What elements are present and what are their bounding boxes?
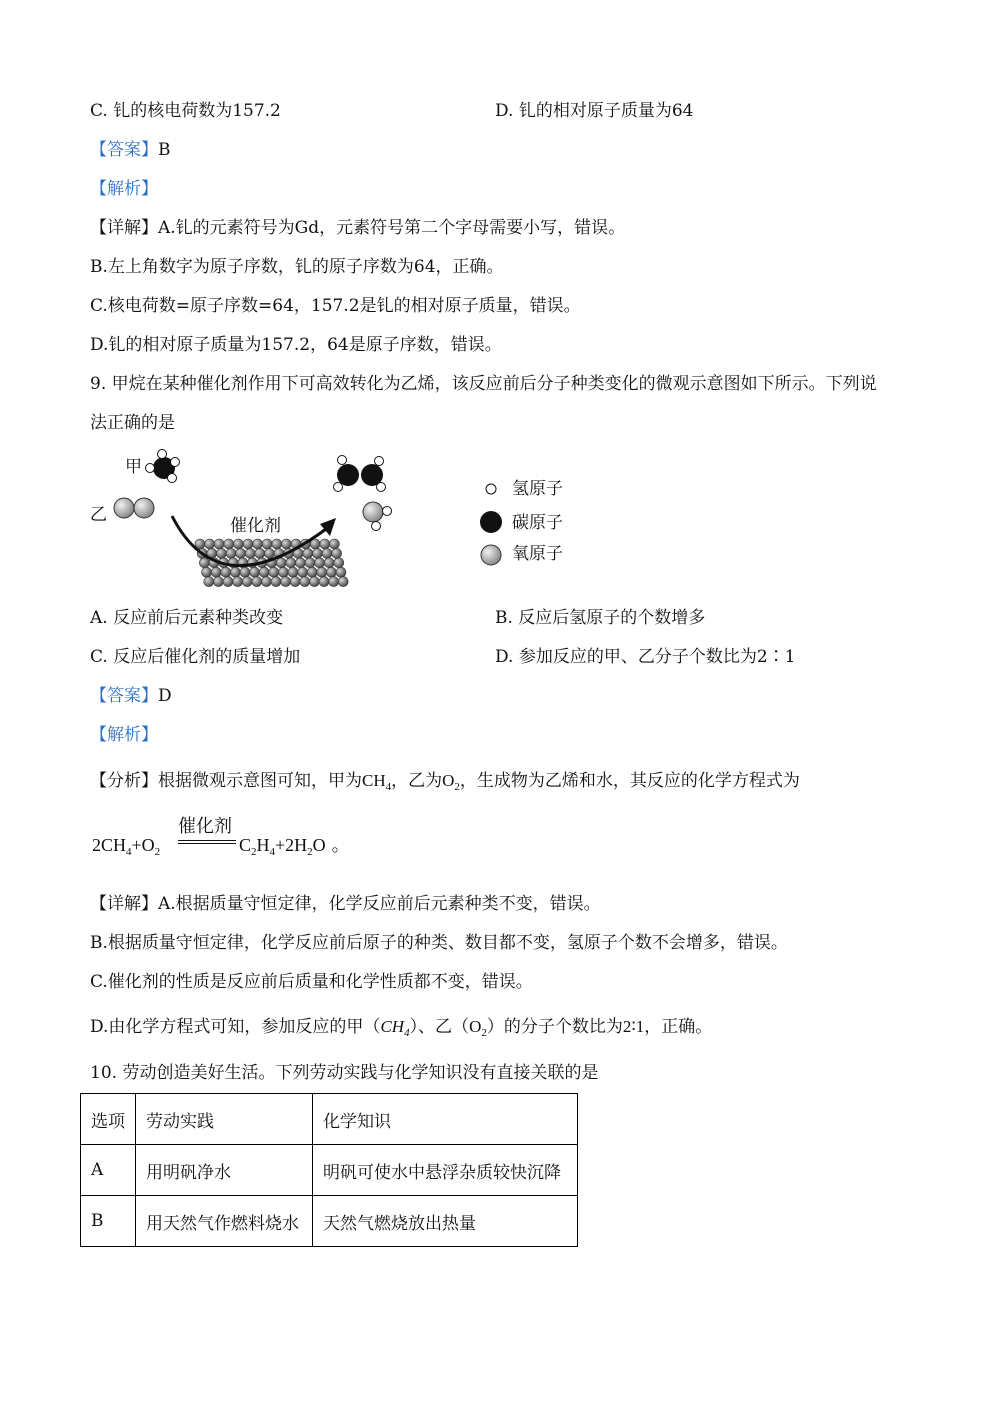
catalyst-particle — [213, 577, 223, 587]
eq-end: 。 — [331, 835, 350, 855]
legend-hydrogen: 氢原子 — [512, 479, 563, 499]
eq-rhs-2-sub: 4 — [269, 846, 276, 858]
formula-ch4 — [362, 771, 392, 793]
catalyst-particle — [233, 577, 243, 587]
catalyst-particle — [324, 558, 334, 568]
catalyst-particle — [262, 539, 272, 549]
catalyst-particle — [309, 577, 319, 587]
catalyst-particle — [259, 567, 269, 577]
q8-detail-3: C.核电荷数=原子序数=64，157.2是钆的相对原子质量，错误。 — [90, 296, 581, 316]
catalyst-particle — [320, 539, 330, 549]
q9-option-b: B. 反应后氢原子的个数增多 — [495, 608, 706, 628]
catalyst-particle — [312, 548, 322, 558]
catalyst-particle — [329, 539, 339, 549]
q9-stem-line-1: 9. 甲烷在某种催化剂作用下可高效转化为乙烯，该反应前后分子种类变化的微观示意图如下所示。下列说 — [90, 374, 877, 394]
answer-value: B — [158, 140, 171, 160]
catalyst-particle — [288, 567, 298, 577]
formula-o2 — [442, 771, 460, 793]
formula-o: O — [442, 771, 455, 790]
legend-carbon: 碳原子 — [512, 513, 563, 533]
row-a-practice: 用明矾净水 — [136, 1145, 313, 1196]
row-a-option: A — [81, 1145, 136, 1196]
catalyst-particle — [253, 539, 263, 549]
catalyst-particle — [334, 558, 344, 568]
header-option: 选项 — [81, 1094, 136, 1145]
hydrogen-legend-icon — [486, 484, 496, 494]
eq-rhs-1-sub: 2 — [251, 846, 257, 858]
q9-detail-3: C.催化剂的性质是反应前后质量和化学性质都不变，错误。 — [90, 972, 533, 992]
catalyst-particle — [286, 558, 296, 568]
label-yi: 乙 — [90, 505, 107, 525]
catalyst-particle — [245, 548, 255, 558]
answer-tag: 【答案】 — [90, 686, 158, 706]
q9-option-c: C. 反应后催化剂的质量增加 — [90, 647, 301, 667]
header-knowledge: 化学知识 — [313, 1094, 578, 1145]
catalyst-particle — [298, 567, 308, 577]
eq-lhs-1-sub: 4 — [126, 846, 132, 858]
row-b-knowledge: 天然气燃烧放出热量 — [313, 1196, 578, 1247]
catalyst-particle — [250, 567, 260, 577]
q8-detail-1 — [90, 217, 625, 239]
detail-text: A.钆的元素符号为Gd，元素符号第二个字母需要小写，错误。 — [158, 218, 626, 238]
fenxi-text-b: ，乙为 — [391, 771, 443, 791]
catalyst-particle — [281, 539, 291, 549]
q9-detail-2: B.根据质量守恒定律，化学反应前后原子的种类、数目都不变，氢原子个数不会增多，错误。 — [90, 933, 788, 953]
legend-oxygen: 氧原子 — [512, 544, 563, 564]
catalyst-particle — [317, 567, 327, 577]
eq-rhs-4: O — [312, 835, 326, 855]
carbon-legend-icon — [480, 511, 502, 533]
catalyst-particle — [278, 567, 288, 577]
legend — [480, 479, 563, 565]
row-b-option: B — [81, 1196, 136, 1247]
formula-sub-4: 4 — [385, 781, 392, 793]
fenxi-tag: 【分析】 — [90, 771, 158, 791]
catalyst-particle — [243, 539, 253, 549]
catalyst-particle — [290, 577, 300, 587]
catalyst-particle — [322, 548, 332, 558]
table-header-row — [81, 1094, 578, 1145]
catalyst-particle — [252, 577, 262, 587]
catalyst-particle — [224, 539, 234, 549]
ethylene-molecule — [334, 456, 386, 492]
catalyst-particle — [240, 567, 250, 577]
label-jia: 甲 — [125, 457, 142, 477]
eq-rhs-1: C — [239, 835, 252, 855]
detail4-ratio: 2∶1 — [622, 1017, 645, 1036]
catalyst-particle — [199, 558, 209, 568]
methane-molecule — [146, 450, 180, 483]
q8-analysis-tag: 【解析】 — [90, 179, 158, 199]
detail4-o2 — [469, 1017, 487, 1039]
equation-lhs — [92, 834, 160, 856]
row-a-knowledge: 明矾可使水中悬浮杂质较快沉降 — [313, 1145, 578, 1196]
catalyst-particle — [271, 577, 281, 587]
catalyst-particle — [303, 548, 313, 558]
detail4-text-c: ）的分子个数比为 — [486, 1017, 623, 1037]
answer-tag: 【答案】 — [90, 140, 158, 160]
water-molecule — [363, 502, 392, 531]
catalyst-particle — [204, 577, 214, 587]
catalyst-particle — [338, 577, 348, 587]
catalyst-particle — [255, 548, 265, 558]
equation-double-line — [178, 840, 236, 844]
catalyst-particle — [236, 548, 246, 558]
catalyst-particle — [305, 558, 315, 568]
q8-detail-2: B.左上角数字为原子序数，钆的原子序数为64，正确。 — [90, 257, 504, 277]
detail-text: A.根据质量守恒定律，化学反应前后元素种类不变，错误。 — [158, 894, 601, 914]
catalyst-particle — [221, 567, 231, 577]
oxygen-molecule — [114, 498, 154, 518]
catalyst-particle — [269, 567, 279, 577]
catalyst-particle — [295, 558, 305, 568]
q9-answer — [90, 685, 172, 707]
detail4-o-sub: 2 — [481, 1027, 487, 1039]
q9-stem-line-2: 法正确的是 — [90, 413, 175, 433]
q9-detail-4 — [90, 1016, 712, 1038]
catalyst-particle — [264, 548, 274, 558]
eq-lhs-2: +O — [131, 835, 155, 855]
q10-stem: 10. 劳动创造美好生活。下列劳动实践与化学知识没有直接关联的是 — [90, 1063, 599, 1083]
q8-answer — [90, 139, 171, 161]
catalyst-particle — [205, 539, 215, 549]
catalyst-particle — [329, 577, 339, 587]
detail4-text-a: D.由化学方程式可知，参加反应的甲（ — [90, 1017, 381, 1037]
catalyst-particle — [233, 539, 243, 549]
row-b-practice: 用天然气作燃料烧水 — [136, 1196, 313, 1247]
header-practice: 劳动实践 — [136, 1094, 313, 1145]
catalyst-particle — [332, 548, 342, 558]
oxygen-legend-icon — [481, 545, 501, 565]
eq-lhs-2-sub: 2 — [154, 846, 161, 858]
catalyst-particle — [211, 567, 221, 577]
eq-rhs-3: +2H — [275, 835, 308, 855]
catalyst-particle — [261, 577, 271, 587]
catalyst-particle — [326, 567, 336, 577]
eq-lhs-1: 2CH — [92, 835, 127, 855]
detail4-ch4 — [380, 1017, 410, 1039]
catalyst-particle — [300, 577, 310, 587]
q8-option-d: D. 钆的相对原子质量为64 — [495, 101, 694, 121]
equation-condition: 催化剂 — [178, 816, 232, 837]
fenxi-text-a: 根据微观示意图可知，甲为 — [158, 771, 362, 791]
answer-value: D — [158, 686, 172, 706]
formula-sub-2: 2 — [454, 781, 460, 793]
detail4-ch: CH — [380, 1017, 405, 1036]
fenxi-text-c: ，生成物为乙烯和水，其反应的化学方程式为 — [459, 771, 800, 791]
reaction-diagram — [80, 440, 600, 600]
q8-detail-4: D.钆的相对原子质量为157.2，64是原子序数，错误。 — [90, 335, 502, 355]
catalyst-particle — [281, 577, 291, 587]
catalyst-particle — [315, 558, 325, 568]
catalyst-particle — [272, 539, 282, 549]
table-row — [81, 1196, 578, 1247]
catalyst-particle — [214, 539, 224, 549]
catalyst-particle — [223, 577, 233, 587]
catalyst-particle — [216, 548, 226, 558]
detail4-text-d: ，正确。 — [644, 1017, 713, 1037]
detail4-text-b: ）、乙（ — [409, 1017, 470, 1037]
detail4-o: O — [469, 1017, 482, 1036]
catalyst-particle — [336, 567, 346, 577]
q9-option-a: A. 反应前后元素种类改变 — [90, 608, 284, 628]
catalyst-particle — [202, 567, 212, 577]
catalyst-particle — [230, 567, 240, 577]
eq-rhs-2: H — [256, 835, 270, 855]
catalyst-particle — [242, 577, 252, 587]
catalyst-particle — [276, 558, 286, 568]
q10-table — [80, 1093, 578, 1247]
table-row — [81, 1145, 578, 1196]
catalyst-particle — [226, 548, 236, 558]
detail-tag: 【详解】 — [90, 894, 158, 914]
catalyst-particle — [307, 567, 317, 577]
q9-option-d: D. 参加反应的甲、乙分子个数比为2∶1 — [495, 647, 796, 667]
q8-option-c: C. 钆的核电荷数为157.2 — [90, 101, 281, 121]
q9-analysis-tag: 【解析】 — [90, 725, 158, 745]
label-catalyst: 催化剂 — [230, 516, 281, 536]
q9-detail-1 — [90, 893, 601, 915]
eq-rhs-3-sub: 2 — [307, 846, 313, 858]
catalyst-particle — [319, 577, 329, 587]
q9-fenxi — [90, 770, 800, 792]
formula-ch: CH — [362, 771, 386, 790]
detail4-ch-sub: 4 — [404, 1027, 410, 1039]
equation-rhs — [239, 834, 350, 856]
detail-tag: 【详解】 — [90, 218, 158, 238]
